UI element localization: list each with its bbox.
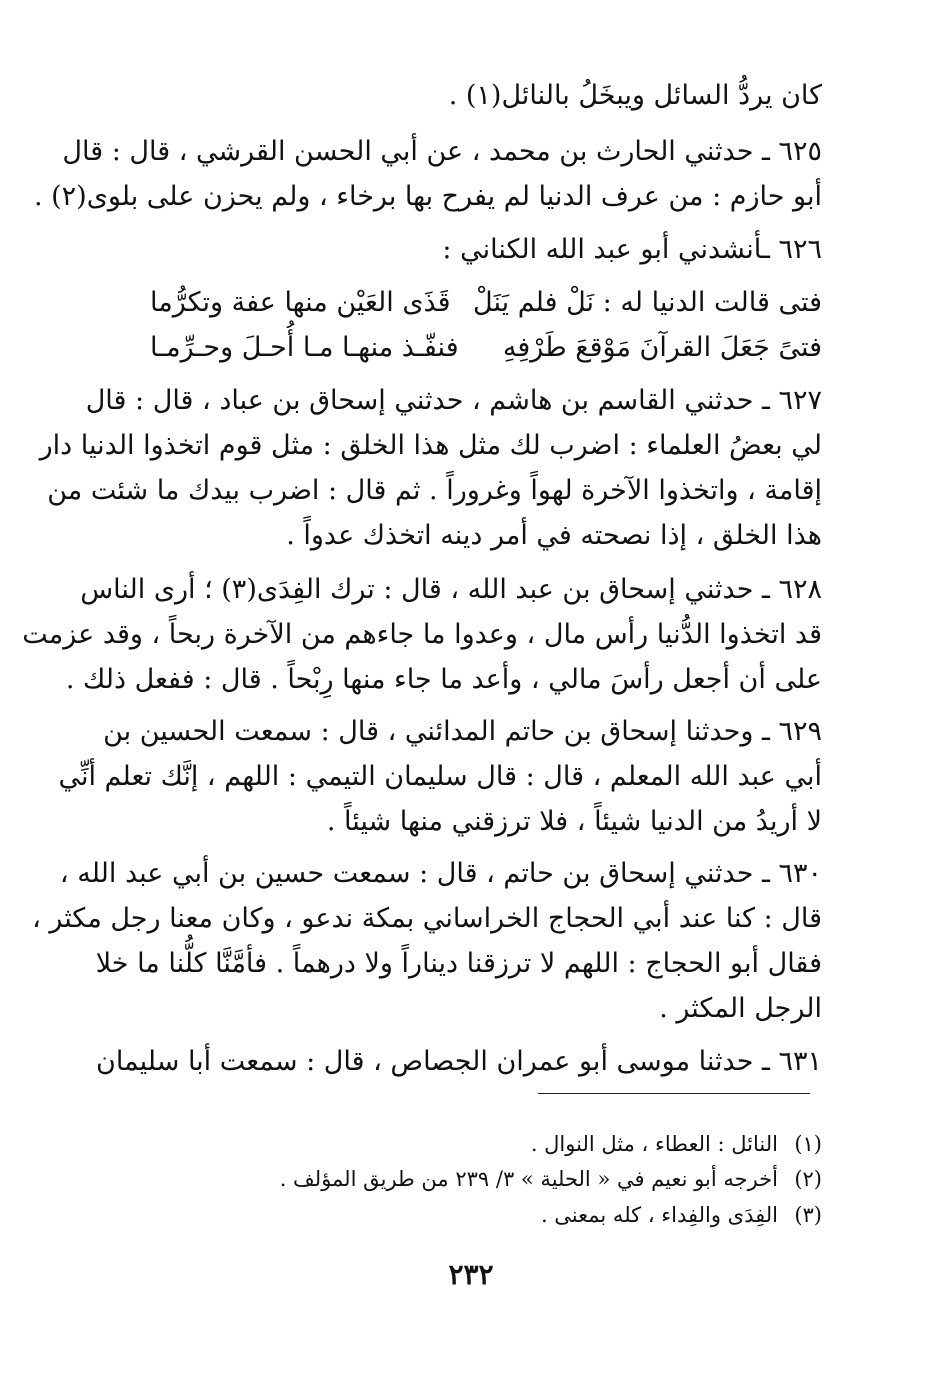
verse-hemistich-right: فتىً جَعَلَ القرآنَ مَوْقعَ طَرْفِهِ: [502, 332, 822, 363]
text-line: ٦٣٠ ـ حدثني إسحاق بن حاتم ، قال : سمعت حسين بن أبي عبد الله ،: [59, 858, 822, 889]
footnote-text: أخرجه أبو نعيم في « الحلية » ٣/ ٢٣٩ من طريق المؤلف .: [279, 1167, 778, 1191]
text-line: لا أريدُ من الدنيا شيئاً ، فلا ترزقني منها شيئاً .: [326, 806, 822, 837]
text-line: قد اتخذوا الدُّنيا رأس مال ، وعدوا ما جاءهم من الآخرة ربحاً ، وقد عزمت: [22, 619, 822, 650]
footnote-number: (٣): [794, 1203, 822, 1227]
footnote-text: الفِدَى والفِداء ، كله بمعنى .: [540, 1203, 778, 1227]
text-line: إقامة ، واتخذوا الآخرة لهواً وغروراً . ثم قال : اضرب بيدك ما شئت من: [47, 475, 822, 506]
text-line: قال : كنا عند أبي الحجاج الخراساني بمكة ندعو ، وكان معنا رجل مكثر ،: [32, 903, 822, 934]
footnote: [120, 1199, 822, 1231]
page-number: ٢٣٢: [448, 1258, 494, 1291]
text-line: ٦٢٥ ـ حدثني الحارث بن محمد ، عن أبي الحسن القرشي ، قال : قال: [62, 136, 822, 167]
text-line: على أن أجعل رأسَ مالي ، وأعد ما جاء منها رِبْحاً . قال : ففعل ذلك .: [65, 664, 822, 695]
text-line: ٦٢٩ ـ وحدثنا إسحاق بن حاتم المدائني ، قال : سمعت الحسين بن: [103, 716, 822, 747]
text-line: أبو حازم : من عرف الدنيا لم يفرح بها برخاء ، ولم يحزن على بلوى(٢) .: [33, 181, 822, 212]
verse-hemistich-left: قَذَى العَيْن منها عفة وتكرُّما: [150, 287, 451, 318]
verse-hemistich-left: فنفّـذ منهـا مـا أُحـلَ وحـرِّمـا: [150, 332, 459, 363]
text-line: هذا الخلق ، إذا نصحته في أمر دينه اتخذك عدواً .: [286, 520, 822, 551]
footnote-number: (١): [794, 1132, 822, 1156]
footnote-number: (٢): [794, 1167, 822, 1191]
footnote: [120, 1128, 822, 1160]
text-line: ٦٢٨ ـ حدثني إسحاق بن عبد الله ، قال : ترك الفِدَى(٣) ؛ أرى الناس: [80, 574, 822, 605]
footnote-separator: [538, 1093, 810, 1094]
text-line: ٦٢٦ ـأنشدني أبو عبد الله الكناني :: [442, 234, 822, 265]
text-line: الرجل المكثر .: [659, 993, 822, 1024]
verse-hemistich-right: فتى قالت الدنيا له : نَلْ فلم يَنَلْ: [473, 287, 822, 318]
footnote: [120, 1163, 822, 1195]
text-line: ٦٢٧ ـ حدثني القاسم بن هاشم ، حدثني إسحاق بن عباد ، قال : قال: [85, 385, 822, 416]
text-line: ٦٣١ ـ حدثنا موسى أبو عمران الجصاص ، قال : سمعت أبا سليمان: [95, 1046, 822, 1077]
text-line: لي بعضُ العلماء : اضرب لك مثل هذا الخلق : مثل قوم اتخذوا الدنيا دار: [39, 430, 822, 461]
text-line: كان يردُّ السائل ويبخَلُ بالنائل(١) .: [448, 80, 822, 111]
footnote-text: النائل : العطاء ، مثل النوال .: [530, 1132, 778, 1156]
text-line: أبي عبد الله المعلم ، قال : قال سليمان التيمي : اللهم ، إنَّك تعلم أنِّي: [58, 761, 822, 792]
text-line: فقال أبو الحجاج : اللهم لا ترزقنا ديناراً ولا درهماً . فأمَّنَّا كلُّنا ما خلا: [95, 948, 822, 979]
